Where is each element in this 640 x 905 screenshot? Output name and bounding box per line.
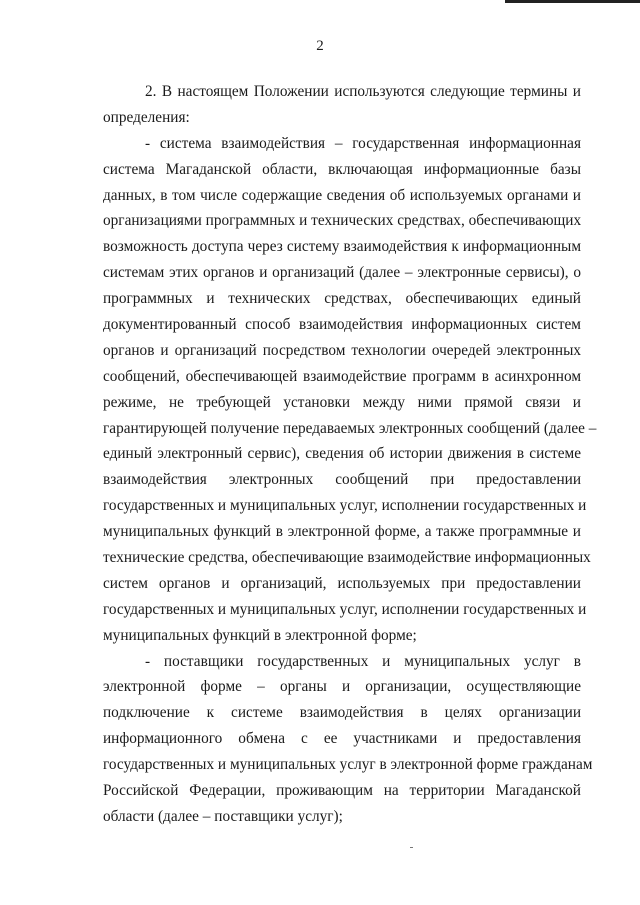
scan-speck — [410, 847, 413, 848]
text-line: гарантирующей получение передаваемых электронных сообщений (далее – — [103, 419, 597, 437]
text-line: государственных и муниципальных услуг в электронной форме гражданам — [103, 756, 593, 774]
text-line: 2. В настоящем Положении используются следующие термины и — [145, 83, 581, 100]
text-line: возможность доступа через систему взаимодействия к информационным — [103, 238, 581, 256]
text-line: муниципальных функций в электронной форме; — [103, 626, 417, 644]
text-line: информационного обмена с ее участниками и предоставления — [103, 730, 581, 748]
text-line: подключение к системе взаимодействия в целях организации — [103, 704, 581, 722]
text-line: единый электронный сервис), сведения об истории движения в системе — [103, 445, 581, 463]
text-line: муниципальных функций в электронной форме, а также программные и — [103, 523, 581, 541]
text-line: государственных и муниципальных услуг, исполнении государственных и — [103, 497, 587, 515]
text-line: Российской Федерации, проживающим на территории Магаданской — [103, 782, 581, 800]
text-line: программных и технических средствах, обеспечивающих единый — [103, 290, 581, 308]
text-line: сообщений, обеспечивающей взаимодействие программ в асинхронном — [103, 367, 581, 385]
text-line: организациями программных и технических средствах, обеспечивающих — [103, 212, 582, 230]
text-line: государственных и муниципальных услуг, исполнении государственных и — [103, 600, 587, 618]
text-line: электронной форме – органы и организации, осуществляющие — [103, 678, 581, 696]
text-line: режиме, не требующей установки между ними прямой связи и — [103, 393, 581, 411]
text-line: системам этих органов и организаций (далее – электронные сервисы), о — [103, 264, 581, 282]
text-line: органов и организаций посредством технологии очередей электронных — [103, 341, 581, 359]
text-line: технические средства, обеспечивающие взаимодействие информационных — [103, 549, 591, 567]
text-line: документированный способ взаимодействия информационных систем — [103, 316, 581, 334]
text-line: взаимодействия электронных сообщений при предоставлении — [103, 471, 581, 489]
text-line: данных, в том числе содержащие сведения об используемых органами и — [103, 186, 581, 204]
document-body — [103, 79, 597, 830]
text-line: - система взаимодействия – государственная информационная — [145, 134, 581, 152]
text-line: систем органов и организаций, используемых при предоставлении — [103, 574, 581, 592]
text-line: система Магаданской области, включающая информационные базы — [103, 160, 581, 178]
text-line: определения: — [103, 108, 190, 126]
text-line: - поставщики государственных и муниципальных услуг в — [145, 652, 581, 670]
text-line: области (далее – поставщики услуг); — [103, 807, 343, 825]
scan-edge-artifact — [505, 0, 640, 3]
page-number: 2 — [316, 38, 324, 54]
